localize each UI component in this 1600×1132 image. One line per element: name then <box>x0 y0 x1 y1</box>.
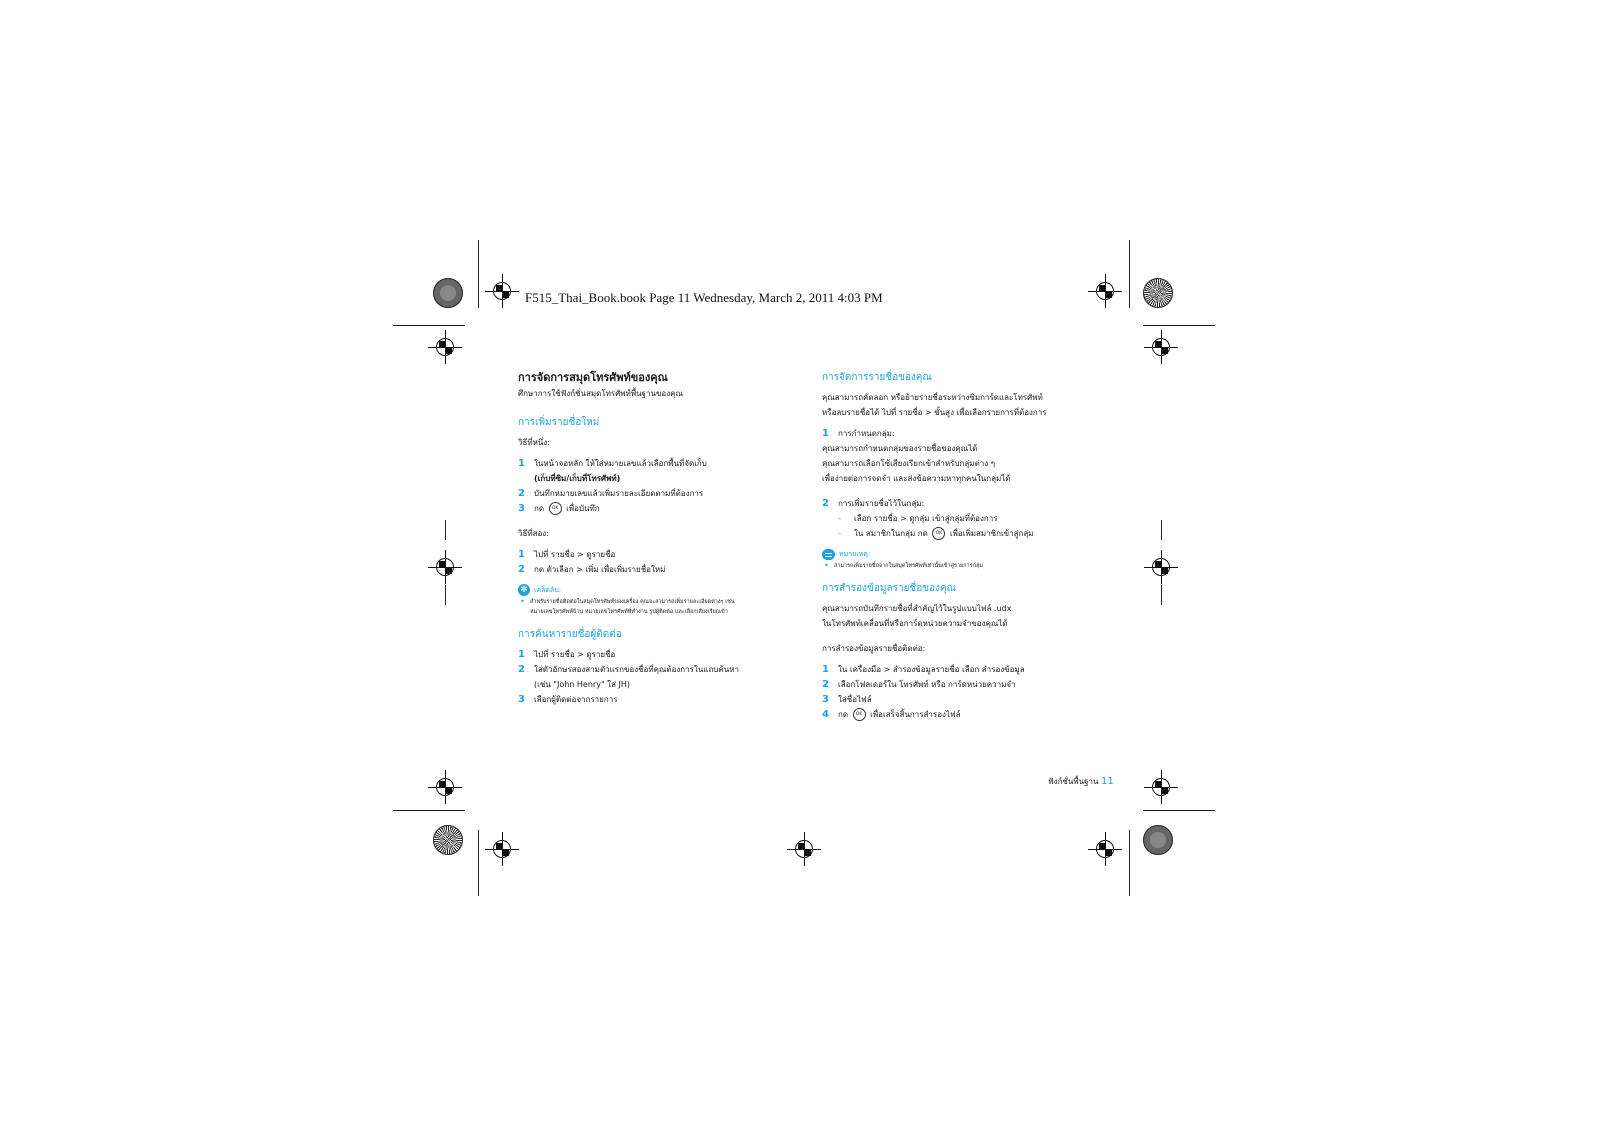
list-item: 4 กด OK เพื่อเสร็จสิ้นการสำรองไฟล์ <box>822 709 961 720</box>
list-item: 3 กด OK เพื่อบันทึก <box>518 503 600 514</box>
footer-label: ฟังก์ชั่นพื้นฐาน <box>1048 777 1099 786</box>
list-item: 2 กด ตัวเลือก > เพิ่ม เพื่อเพิ่มรายชื่อใหม่ <box>518 564 666 575</box>
method-one-label: วิธีที่หนึ่ง: <box>518 438 550 447</box>
registration-mark <box>795 840 813 858</box>
list-item: 2 บันทึกหมายเลขแล้วเพิ่มรายละเอียดตามที่ต้องการ <box>518 488 704 499</box>
section-title-add-contact: การเพิ่มรายชื่อใหม่ <box>518 417 600 428</box>
section-title-backup-contacts: การสำรองข้อมูลรายชื่อของคุณ <box>822 583 956 594</box>
list-item: 2 การเพิ่มรายชื่อไว้ในกลุ่ม: <box>822 498 925 509</box>
list-item: 1 ไปที่ รายชื่อ > ดูรายชื่อ <box>518 649 616 660</box>
list-item: 3 เลือกผู้ติดต่อจากรายการ <box>518 694 618 705</box>
method-two-label: วิธีที่สอง: <box>518 529 549 538</box>
starburst-mark <box>1143 278 1173 308</box>
list-item: 2 ใส่ตัวอักษรสองสามตัวแรกของชื่อที่คุณต้องการในแถบค้นหา (เช่น "John Henry" ใส่ JH) <box>518 664 739 689</box>
ok-key-icon: OK <box>853 708 866 721</box>
page-number: 11 <box>1100 776 1114 787</box>
note-heading: หมายเหตุ: <box>822 547 1112 561</box>
book-info-header: F515_Thai_Book.book Page 11 Wednesday, March 2, 2011 4:03 PM <box>525 290 883 305</box>
left-column <box>518 370 788 707</box>
color-bar-disc <box>433 278 463 308</box>
tip-heading: ✻ เคล็ดลับ: <box>518 583 788 597</box>
tip-icon: ✻ <box>518 584 530 596</box>
right-column: การจัดการรายชื่อของคุณ คุณสามารถคัดลอก หรือย้ายรายชื่อระหว่างซิมการ์ดและโทรศัพท์ หรือลบรายชื่อได้ ไปที่ รายชื่อ > ขั้นสูง เพื่อเลือกรายการที่ต้องการ 1 การกำหนดกลุ่ม: คุณสามารถกำหนดกลุ่มของรายชื่อของคุณได้ คุณสามารถเลือกโซ้เสียงเรียกเข้าสำหรับกลุ่มต่าง ๆ เพื่อง่ายต่อการจดจำ และส่งข้อความหาทุกคนในกลุ่มได้ 2 การเพิ่มรายชื่อไว้ในกลุ่ม: - เลือก รายชื่อ > ดูกลุ่ม เข้าสู่กลุ่มที่ต้องการ - ใน สมาชิกในกลุ่ม กด OK เพื่อเพิ่มสมาชิกเข้าสู่กลุ่ม หมายเหตุ: • สามารถเพิ่มรายชื่อจากในสมุดโทรศัพท์เท่านั้นเข้าสู่รายการกลุ่ม การสำรองข้อมูลรายชื่อของคุณ คุณสามารถบันทึกรายชื่อที่สำคัญไว้ในรูปแบบไฟล์ .udx ในโทรศัพท์เคลื่อนที่หรือการ์ดหน่วยความจำของคุณได้ การสำรองข้อมูลรายชื่อติดต่อ: 1 ใน เครื่องมือ > สำรองข้อมูลรายชื่อ เลือก สำรองข้อมูล 2 เลือกโฟลเดอร์ใน โทรศัพท์ หรือ การ์ดหน่วยความจำ 3 ใส่ชื่อไฟล์ 4 กด OK เพื่อเสร็จสิ้นการสำรองไฟล์ <box>822 370 1112 722</box>
section-title-manage-contacts: การจัดการรายชื่อของคุณ <box>822 372 932 383</box>
list-item: 2 เลือกโฟลเดอร์ใน โทรศัพท์ หรือ การ์ดหน่วยความจำ <box>822 679 1016 690</box>
registration-mark <box>436 338 454 356</box>
starburst-mark <box>433 825 463 855</box>
list-item: - เลือก รายชื่อ > ดูกลุ่ม เข้าสู่กลุ่มที่ต้องการ <box>838 514 998 523</box>
page-title: การจัดการสมุดโทรศัพท์ของคุณ <box>518 371 668 384</box>
list-item: - ใน สมาชิกในกลุ่ม กด OK เพื่อเพิ่มสมาชิกเข้าสู่กลุ่ม <box>838 529 1034 538</box>
registration-mark <box>1096 840 1114 858</box>
registration-mark <box>493 282 511 300</box>
color-bar-disc <box>1143 825 1173 855</box>
list-item: 1 ในหน้าจอหลัก ให้ใส่หมายเลขแล้วเลือกพื้นที่จัดเก็บ (เก็บที่ซิม/เก็บที่โทรศัพท์) <box>518 458 707 483</box>
intro-text: ศึกษาการใช้ฟังก์ชั่นสมุดโทรศัพท์พื้นฐานของคุณ <box>518 389 683 398</box>
note-text: • สามารถเพิ่มรายชื่อจากในสมุดโทรศัพท์เท่านั้นเข้าสู่รายการกลุ่ม <box>824 561 983 570</box>
registration-mark <box>436 778 454 796</box>
section-title-search-contact: การค้นหารายชื่อผู้ติดต่อ <box>518 629 622 640</box>
note-icon <box>822 549 835 560</box>
registration-mark <box>1152 778 1170 796</box>
list-item: 3 ใส่ชื่อไฟล์ <box>822 694 872 705</box>
list-item: 1 ไปที่ รายชื่อ > ดูรายชื่อ <box>518 549 616 560</box>
registration-mark <box>1152 338 1170 356</box>
registration-mark <box>436 558 454 576</box>
list-item: 1 ใน เครื่องมือ > สำรองข้อมูลรายชื่อ เลือก สำรองข้อมูล <box>822 664 1025 675</box>
page-footer <box>1048 775 1114 788</box>
registration-mark <box>1096 282 1114 300</box>
ok-key-icon: OK <box>932 527 945 540</box>
registration-mark <box>493 840 511 858</box>
tip-text: • สำหรับรายชื่อติดต่อในสมุดโทรศัพท์ของเครื่อง คุณจะสามารถเพิ่มรายละเอียดต่างๆ เช่น หมายเลขโทรศัพท์บ้าน หมายเลขโทรศัพท์ที่ทำงาน รูปผู้ติดต่อ และเลือกเสียงเรียกเข้า <box>520 597 735 615</box>
list-item: 1 การกำหนดกลุ่ม: <box>822 428 895 439</box>
ok-key-icon: OK <box>549 502 562 515</box>
registration-mark <box>1152 558 1170 576</box>
